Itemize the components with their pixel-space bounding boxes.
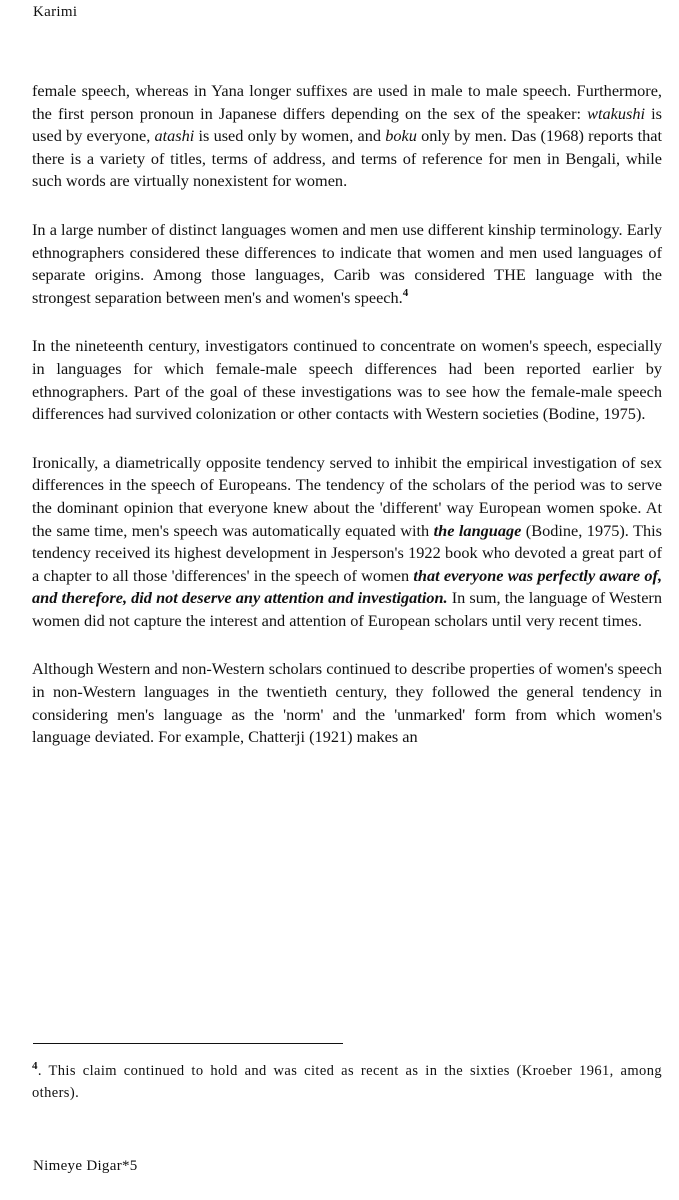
term-atashi: atashi — [154, 126, 195, 146]
footnote-divider — [33, 1043, 343, 1044]
footnote — [32, 1060, 662, 1104]
emphasis-quote: that everyone was perfectly aware of, and therefore, did not deserve any attention and investigation. — [32, 565, 663, 608]
body-text — [32, 80, 662, 775]
emphasis-the-language: the language — [433, 520, 522, 540]
paragraph-1: female speech, whereas in Yana longer suffixes are used in male to male speech. Furthermore, the first person pronoun in Japanese differs depending on the sex of the speaker: wtakushi is used by everyone, atashi is used only by women, and boku only by men. Das (1968) reports that there is a variety of titles, terms of address, and terms of reference for men in Bengali, while such words are virtually nonexistent for women. — [32, 81, 662, 191]
running-head: Karimi — [33, 4, 78, 20]
paragraph-5: Although Western and non-Western scholars continued to describe properties of women's speech in non-Western languages in the twentieth century, they followed the general tendency in considering men's language as the 'norm' and the 'unmarked' form from which women's language deviated. For example, Chatterji (1921) makes an — [32, 659, 662, 747]
paragraph-4: Ironically, a diametrically opposite tendency served to inhibit the empirical investigation of sex differences in the speech of Europeans. The tendency of the scholars of the period was to serve the dominant opinion that everyone knew about the 'different' way European women spoke. At the same time, men's speech was automatically equated with the language (Bodine, 1975). This tendency received its highest development in Jesperson's 1922 book who devoted a great part of a chapter to all those 'differences' in the speech of women that everyone was perfectly aware of, and therefore, did not deserve any attention and investigation. In sum, the language of Western women did not capture the interest and attention of European scholars until very recent times. — [32, 452, 663, 630]
paragraph-2: In a large number of distinct languages women and men use different kinship terminology. Early ethnographers considered these differences to indicate that women and men used languages of separate origins. Among those languages, Carib was considered THE language with the strongest separation between men's and women's speech.$^4$ — [32, 219, 662, 307]
term-wtakushi: wtakushi — [587, 103, 646, 123]
paragraph-3: In the nineteenth century, investigators continued to concentrate on women's speech, especially in languages for which female-male speech differences had been reported earlier by ethnographers. Part of the goal of these investigations was to see how the female-male speech differences had survived colonization or other contacts with Western societies (Bodine, 1975). — [32, 336, 662, 424]
term-boku: boku — [385, 126, 417, 146]
footnote-text: . This claim continued to hold and was cited as recent as in the sixties (Kroeber 1961, among others). — [32, 1063, 662, 1101]
footnote-marker: 4 — [32, 1060, 38, 1072]
footnote-reference[interactable]: 4 — [402, 286, 409, 299]
page-footer: Nimeye Digar*5 — [33, 1158, 138, 1174]
